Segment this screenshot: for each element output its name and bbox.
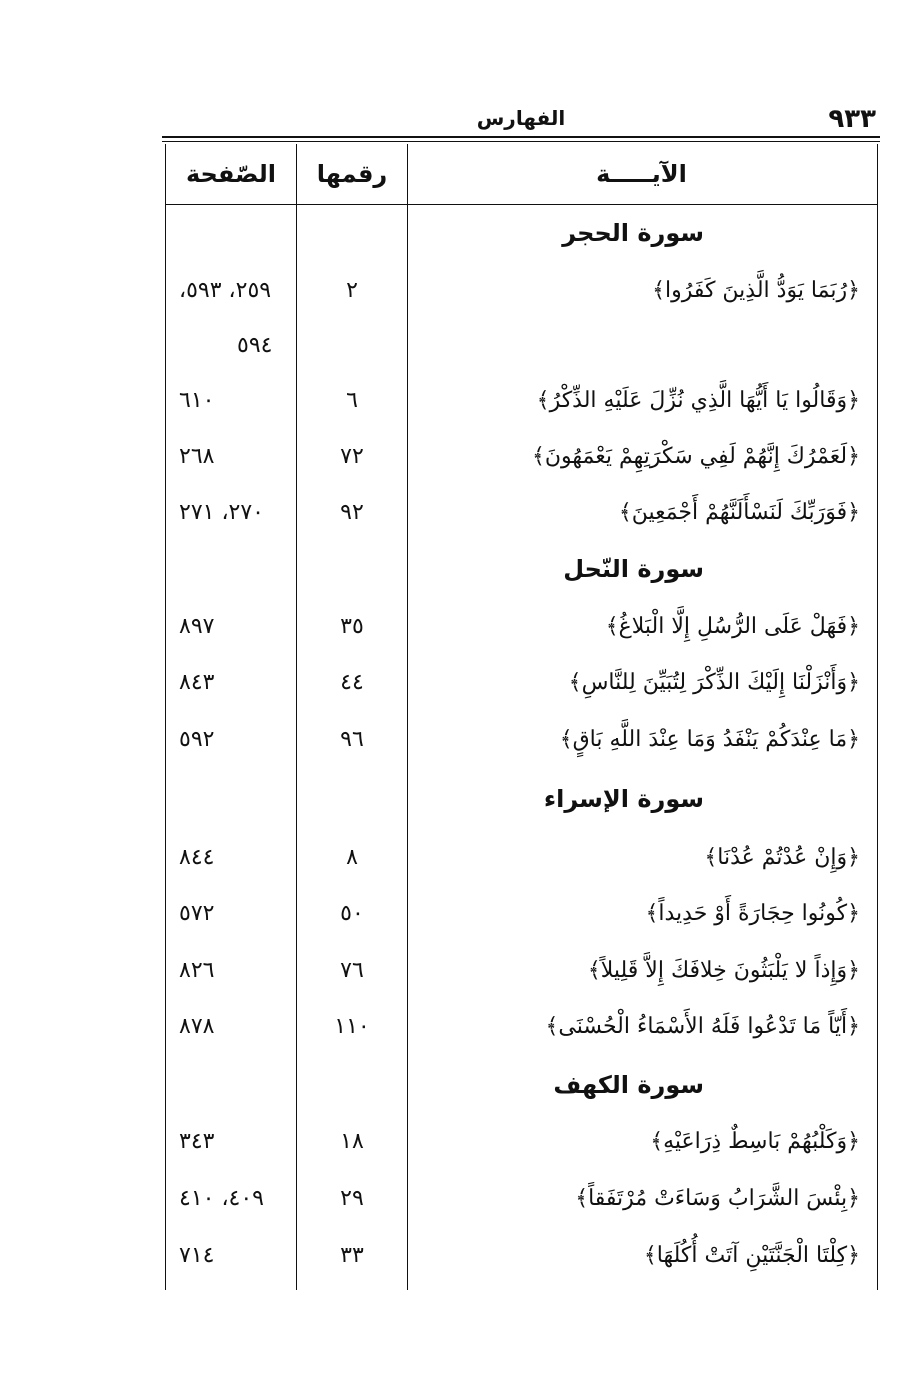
verse-number: ٦ [346,388,358,413]
table-row [165,429,876,485]
surah-heading: سورة الإسراء [543,785,704,813]
verse-text: ﴿بِئْسَ الشَّرَابُ وَسَاءَتْ مُرْتَفَقاً﴾ [575,1186,860,1211]
page-reference: ٨٩٧ [179,614,215,639]
verse-text: ﴿رُبَمَا يَوَدُّ الَّذِينَ كَفَرُوا﴾ [652,278,860,303]
verse-number: ٩٢ [340,500,364,525]
verse-number: ٤٤ [340,670,364,695]
verse-number: ٢ [346,278,358,303]
verse-number: ٣٣ [340,1243,364,1268]
table-row [165,1171,876,1227]
table-row [165,373,876,429]
verse-text: ﴿وَإِنْ عُدْتُمْ عُدْنَا﴾ [704,845,860,870]
section-heading-row [165,771,876,827]
page-number: ٩٣٣ [828,104,876,134]
page-reference: ٣٤٣ [179,1129,215,1154]
verse-text: ﴿وَإِذاً لا يَلْبَثُونَ خِلافَكَ إِلاَّ قَلِيلاً﴾ [587,958,860,983]
section-heading-row [165,541,876,597]
page-reference: ٢٦٨ [179,444,215,469]
verse-number: ٣٥ [340,614,364,639]
header-rule-thin [162,141,880,142]
table-row [165,712,876,768]
table-row [165,655,876,711]
verse-text: ﴿كُونُوا حِجَارَةً أَوْ حَدِيداً﴾ [645,901,860,926]
page-reference: ٥٩٢ [179,727,215,752]
table-row [165,1228,876,1284]
page-reference: ٥٧٢ [179,901,215,926]
page-reference: ٧١٤ [179,1243,215,1268]
column-header-verse: الآيـــــة [596,160,687,188]
verse-text: ﴿فَوَرَبِّكَ لَنَسْأَلَنَّهُمْ أَجْمَعِينَ﴾ [618,500,860,525]
table-row [165,1114,876,1170]
table-row [165,485,876,541]
table-row [165,999,876,1055]
verse-number: ٩٦ [340,727,364,752]
header-rule-thick [162,136,880,138]
verse-number: ٧٢ [340,444,364,469]
verse-number: ١١٠ [334,1014,370,1039]
verse-number: ٥٠ [340,901,364,926]
verse-number: ٧٦ [340,958,364,983]
surah-heading: سورة النّحل [563,555,704,583]
page-reference: ٨٤٣ [179,670,215,695]
table-row [165,886,876,942]
page-reference: ٨٧٨ [179,1014,215,1039]
verse-text: ﴿وَكَلْبُهُمْ بَاسِطٌ ذِرَاعَيْهِ﴾ [650,1129,860,1154]
page-reference: ٢٥٩، ٥٩٣، [179,278,272,303]
verse-number: ٨ [346,845,358,870]
column-header-page: الصّفحة [185,160,276,188]
page-reference: ٤٠٩، ٤١٠ [179,1186,264,1211]
table-row [165,263,876,319]
column-header-number: رقمها [316,160,388,188]
verse-text: ﴿وَأَنْزَلْنَا إِلَيْكَ الذِّكْرَ لِتُبَيِّنَ لِلنَّاسِ﴾ [568,670,860,695]
verse-number: ٢٩ [340,1186,364,1211]
verse-text: ﴿كِلْتَا الْجَنَّتَيْنِ آتَتْ أُكُلَهَا﴾ [643,1243,860,1268]
table-row [165,599,876,655]
section-heading-row [165,1057,876,1113]
section-heading-row [165,205,876,261]
verse-text: ﴿وَقَالُوا يَا أَيُّهَا الَّذِي نُزِّلَ عَلَيْهِ الذِّكْرُ﴾ [536,388,860,413]
page-reference: ٦١٠ [179,388,215,413]
table-row [165,830,876,886]
verse-text: ﴿أَيّاً مَا تَدْعُوا فَلَهُ الأَسْمَاءُ الْحُسْنَى﴾ [545,1014,860,1039]
running-head [162,104,880,134]
table-row-continuation [165,318,876,374]
verse-text: ﴿مَا عِنْدَكُمْ يَنْفَدُ وَمَا عِنْدَ اللَّهِ بَاقٍ﴾ [559,727,860,752]
page-reference-continued: ٥٩٤ [237,333,273,358]
verse-number: ١٨ [340,1129,364,1154]
surah-heading: سورة الحجر [562,219,704,247]
running-title: الفهارس [476,106,566,130]
surah-heading: سورة الكهف [553,1071,704,1099]
page-reference: ٨٢٦ [179,958,215,983]
table-row [165,943,876,999]
page-reference: ٢٧٠، ٢٧١ [179,500,264,525]
page-reference: ٨٤٤ [179,845,215,870]
verse-text: ﴿لَعَمْرُكَ إِنَّهُمْ لَفِي سَكْرَتِهِمْ يَعْمَهُونَ﴾ [532,444,860,469]
verse-text: ﴿فَهَلْ عَلَى الرُّسُلِ إِلَّا الْبَلاغُ﴾ [605,614,860,639]
